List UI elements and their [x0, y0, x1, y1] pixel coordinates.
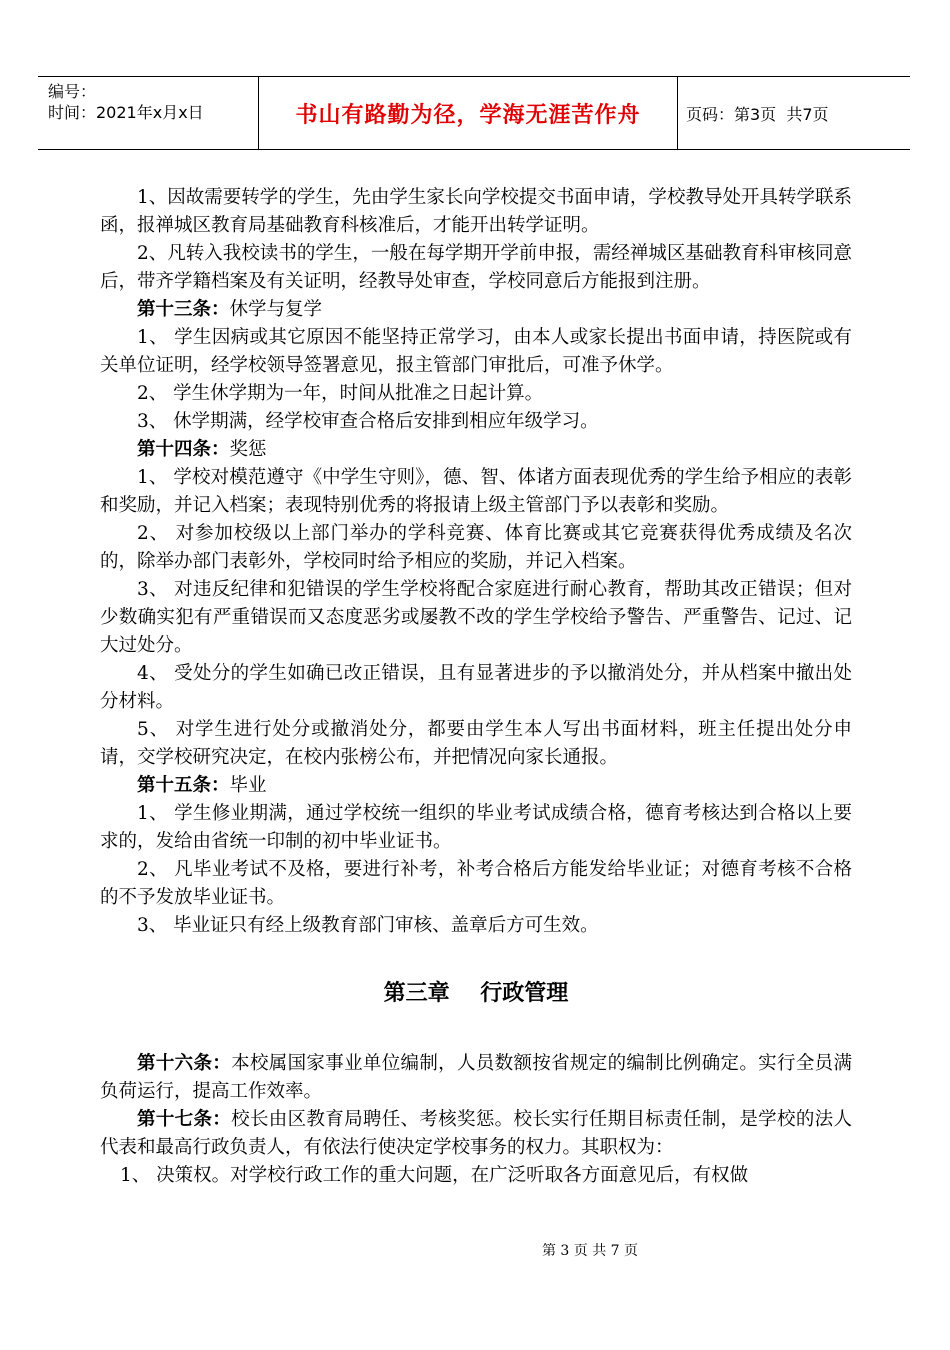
header-page-label: 页码：第3页 共7页 — [686, 104, 829, 124]
article-17-item: 1、 决策权。对学校行政工作的重大问题，在广泛听取各方面意见后，有权做 — [120, 1165, 749, 1186]
document-time-label: 时间：2021年x月x日 — [48, 103, 204, 122]
document-number-label: 编号： — [48, 82, 97, 101]
article-14-item: 2、 对参加校级以上部门举办的学科竞赛、体育比赛或其它竞赛获得优秀成绩及名次的，除举办部门表彰外，学校同时给予相应的奖励，并记入档案。 — [100, 523, 852, 572]
article-16-title: 第十六条： — [137, 1053, 232, 1074]
paragraph-transfer-in: 2、凡转入我校读书的学生，一般在每学期开学前申报，需经禅城区基础教育科审核同意后，带齐学籍档案及有关证明，经教导处审查，学校同意后方能报到注册。 — [100, 243, 852, 292]
article-17-title: 第十七条： — [137, 1109, 232, 1130]
article-14-title: 第十四条： — [137, 439, 230, 460]
article-16-text: 本校属国家事业单位编制，人员数额按省规定的编制比例确定。实行全员满负荷运行，提高工作效率。 — [100, 1053, 852, 1102]
article-15-heading — [100, 772, 852, 800]
article-14-item: 5、 对学生进行处分或撤消处分，都要由学生本人写出书面材料，班主任提出处分申请，交学校研究决定，在校内张榜公布，并把情况向家长通报。 — [100, 719, 852, 768]
chapter-3-title: 第三章 行政管理 — [383, 981, 569, 1006]
article-17 — [100, 1106, 852, 1162]
paragraph-transfer-out: 1、因故需要转学的学生，先由学生家长向学校提交书面申请，学校教导处开具转学联系函，报禅城区教育局基础教育科核准后，才能开出转学证明。 — [100, 187, 852, 236]
article-13-heading — [100, 296, 852, 324]
article-14-item: 3、 对违反纪律和犯错误的学生学校将配合家庭进行耐心教育，帮助其改正错误；但对少数确实犯有严重错误而又态度恶劣或屡教不改的学生学校给予警告、严重警告、记过、记大过处分。 — [100, 579, 852, 656]
header-meta-cell — [38, 77, 258, 149]
page-footer: 第 3 页 共 7 页 — [541, 1243, 639, 1259]
article-13-item: 1、 学生因病或其它原因不能坚持正常学习，由本人或家长提出书面申请，持医院或有关单位证明，经学校领导签署意见，报主管部门审批后，可准予休学。 — [100, 327, 852, 376]
article-13-item: 3、 休学期满，经学校审查合格后安排到相应年级学习。 — [137, 411, 599, 432]
article-15-item: 3、 毕业证只有经上级教育部门审核、盖章后方可生效。 — [137, 915, 599, 936]
article-13-title: 第十三条： — [137, 299, 230, 320]
document-body — [100, 184, 852, 1190]
article-15-item: 1、 学生修业期满，通过学校统一组织的毕业考试成绩合格，德育考核达到合格以上要求的，发给由省统一印制的初中毕业证书。 — [100, 803, 852, 852]
article-15-title: 第十五条： — [137, 775, 230, 796]
article-13-topic: 休学与复学 — [229, 299, 323, 320]
header-motto: 书山有路勤为径，学海无涯苦作舟 — [258, 77, 678, 149]
article-14-item: 4、 受处分的学生如确已改正错误，且有显著进步的予以撤消处分，并从档案中撤出处分材料。 — [100, 663, 852, 712]
article-14-item: 1、 学校对模范遵守《中学生守则》，德、智、体诸方面表现优秀的学生给予相应的表彰和奖励，并记入档案；表现特别优秀的将报请上级主管部门予以表彰和奖励。 — [100, 467, 852, 516]
article-17-text: 校长由区教育局聘任、考核奖惩。校长实行任期目标责任制，是学校的法人代表和最高行政负责人，有依法行使决定学校事务的权力。其职权为： — [100, 1109, 852, 1158]
article-13-item: 2、 学生休学期为一年，时间从批准之日起计算。 — [137, 383, 544, 404]
article-16 — [100, 1050, 852, 1106]
article-14-heading — [100, 436, 852, 464]
article-15-topic: 毕业 — [229, 775, 267, 796]
article-14-topic: 奖惩 — [229, 439, 267, 460]
article-15-item: 2、 凡毕业考试不及格，要进行补考，补考合格后方能发给毕业证；对德育考核不合格的不予发放毕业证书。 — [100, 859, 852, 908]
page-header — [38, 76, 910, 150]
